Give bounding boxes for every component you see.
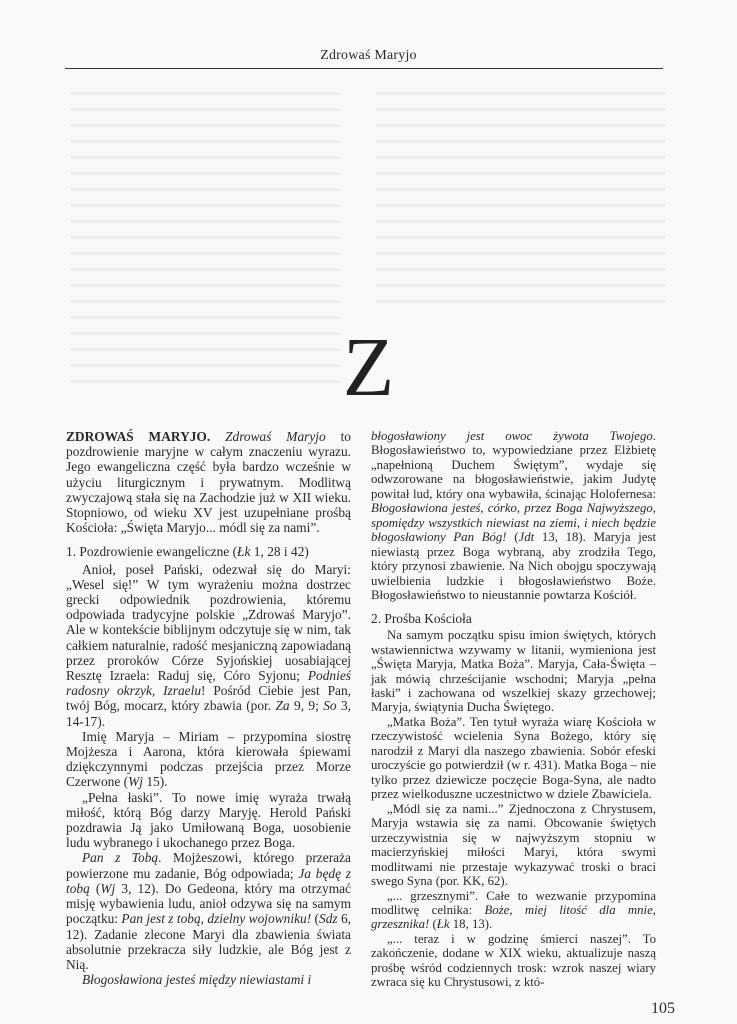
paragraph: Pan z Tobą. Mojżeszowi, którego przeraża powierzone mu zadanie, Bóg odpowiada; Ja będę z tobą (Wj 3, 12). Do Gedeona, który ma otrzymać misję wybawienia ludu, anioł odzywa się na samym początku: Pan jest z tobą, dzielny wojowniku! (Sdz 6, 12). Zadanie zlecone Maryi dla zbawienia świata absolutnie przekracza siły ludzkie, ale Bóg jest z Nią.	[66, 850, 352, 972]
column-right	[371, 429, 656, 990]
paragraph: Anioł, poseł Pański, odezwał się do Maryi: „Wesel się!” W tym wyrażeniu można dostrzec grecki odpowiednik pozdrowienia, któremu odpowiada tradycyjne polskie „Zdrowaś Maryjo”. Ale w kontekście biblijnym odczytuje się w nim, tak całkiem naturalnie, radość mesjaniczną zapowiadaną przez proroków Córze Syjońskiej uosabiającej Resztę Izraela: Raduj się, Córo Syjonu; Podnieś radosny okrzyk, Izraelu! Pośród Ciebie jest Pan, twój Bóg, mocarz, który zbawia (por. Za 9, 9; So 3, 14-17).	[66, 561, 351, 729]
italic-text: Łk	[436, 917, 450, 932]
italic-text: Łk	[237, 544, 251, 560]
running-header: Zdrowaś Maryjo	[320, 48, 417, 63]
paragraph: „... teraz i w godzinę śmierci naszej”. To zakończenie, dodane w XIX wieku, aktualizuje naszą prośbę wśród codziennych trosk: wzrok naszej wiary zwraca się ku Chrystusowi, z któ-	[371, 931, 656, 990]
italic-text: Wj	[128, 774, 143, 790]
paragraph-continued: błogosławiony jest owoc żywota Twojego. Błogosławieństwo to, wypowiedziane przez Elżbietę „napełnioną Duchem Świętym”, wydaje się odwzorowane na błogosławieństwie, jakim Judytę powitał lud, który ona wybawiła, ścinając Holofernesa: Błogosławiona jesteś, córko, przez Boga Najwyższego, spomiędzy wszystkich niewiast na ziemi, i niech będzie błogosławiony Pan Bóg! (Jdt 13, 18). Maryja jest niewiastą przez Boga wybraną, aby zrodziła Tego, który przynosi zbawienie. Na Nich obojgu spoczywają uwielbienia ludzkie i błogosławieństwo Boże. Błogosławieństwo to nieustannie powtarza Kościół.	[371, 429, 657, 603]
paragraph: Imię Maryja – Miriam – przypomina siostrę Mojżesza i Aarona, która kierowała śpiewami dziękczynnymi podczas przejścia przez Morze Czerwone (Wj 15).	[66, 728, 351, 790]
italic-text: Zdrowaś Maryjo	[225, 429, 326, 444]
paragraph: „... grzesznymi”. Całe to wezwanie przypomina modlitwę celnika: Boże, miej litość dla mnie, grzesznika! (Łk 18, 13).	[371, 888, 656, 932]
section-2-heading: 2. Prośba Kościoła	[371, 610, 472, 626]
column-left	[66, 429, 351, 987]
header-rule	[65, 68, 663, 69]
show-through-right	[376, 92, 666, 312]
drop-letter: Z	[342, 321, 395, 414]
paragraph: „Matka Boża”. Ten tytuł wyraża wiarę Kościoła w rzeczywistość wcielenia Syna Bożego, który się narodził z Maryi dla naszego zbawienia. Sobór efeski uroczyście go potwierdził (w r. 431). Matka Boga – nie tylko przez dziewicze poczęcie Boga-Syna, ale nadto przez wielkoduszne uczestnictwo w dziele Zbawiciela.	[371, 714, 656, 802]
italic-text: Boże, miej litość dla mnie, grzesznika!	[371, 903, 656, 932]
entry-headword: ZDROWAŚ MARYJO.	[66, 429, 211, 444]
paragraph-continued: Błogosławiona jesteś między niewiastami i	[82, 972, 312, 988]
section-1-heading: 1. Pozdrowienie ewangeliczne (Łk 1, 28 i 42)	[66, 544, 309, 560]
italic-text: Pan z Tobą	[82, 850, 159, 866]
entry-intro: ZDROWAŚ MARYJO. Zdrowaś Maryjo to pozdrowienie maryjne w całym znaczeniu wyrazu. Jego ewangeliczna część była bardzo wcześnie w użyciu liturgicznym i prywatnym. Modlitwą zwyczajową stała się na Zachodzie już w XII wieku. Stopniowo, od wieku XV jest uzupełniane prośbą Kościoła: „Święta Maryjo... módl się za nami”.	[66, 429, 351, 536]
paragraph: „Pełna łaski”. To nowe imię wyraża trwałą miłość, którą Bóg darzy Maryję. Herold Pański pozdrawia Ją jako Umiłowaną Boga, uosobienie ludu wybranego i ukochanego przez Boga.	[66, 789, 351, 851]
italic-text: Wj	[100, 880, 116, 896]
italic-text: Za	[275, 698, 290, 714]
italic-text: So	[323, 698, 337, 714]
italic-text: Sdz	[319, 911, 338, 927]
paragraph: Na samym początku spisu imion świętych, których wstawiennictwa wzywamy w litanii, wymieniona jest „Święta Maryja, Matka Boża”. Maryja, Cała-Święta – jak mówią chrześcijanie wschodni; Maryja „pełna łaski” i zachowana od wszelkiej skazy grzechowej; Maryja, świątynia Ducha Świętego.	[371, 628, 656, 715]
italic-text: Pan jest z tobą, dzielny wojowniku!	[121, 911, 312, 927]
paragraph	[66, 972, 351, 987]
page-number: 105	[651, 1000, 675, 1017]
italic-text: Podnieś radosny okrzyk, Izraelu	[66, 668, 351, 699]
paragraph: „Módl się za nami...” Zjednoczona z Chrystusem, Maryja wstawia się za nami. Obcowanie świętych urzeczywistnia się w najwyższym stopniu w macierzyńskiej miłości Maryi, która swymi modlitwami nie przestaje wykazywać troski o braci swego Syna (por. KK, 62).	[371, 801, 656, 889]
italic-text: Ja będę z tobą	[66, 865, 351, 896]
